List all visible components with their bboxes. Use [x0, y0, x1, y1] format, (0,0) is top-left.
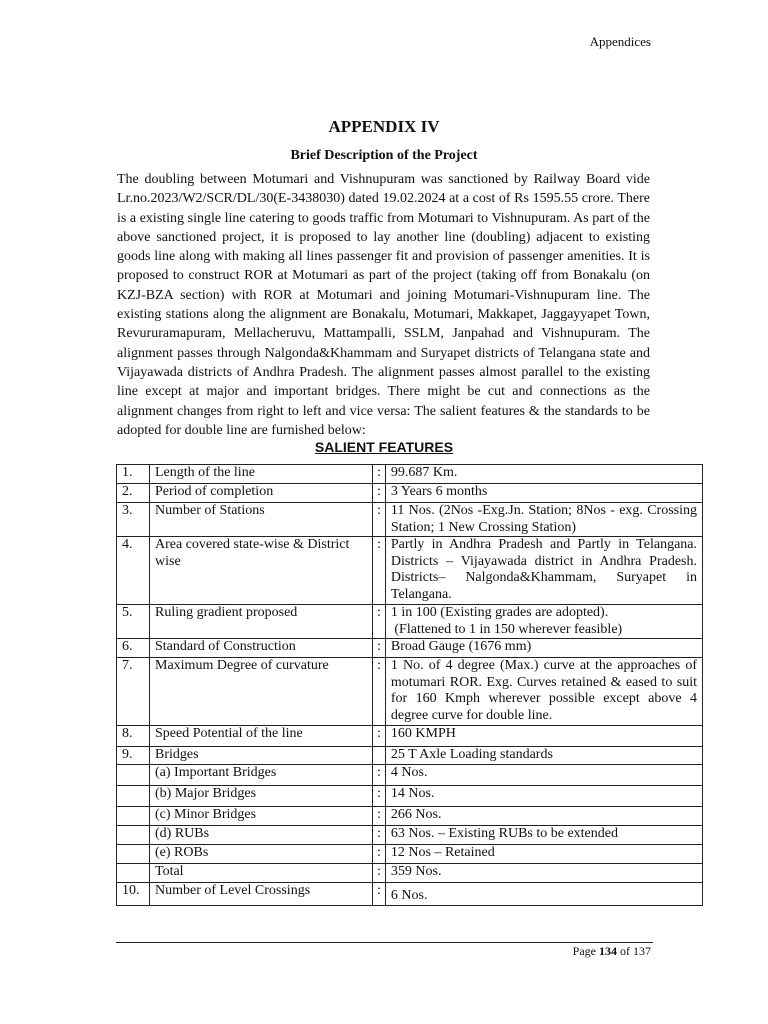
page-number: [573, 944, 651, 959]
row-colon: :: [373, 658, 386, 726]
table-row: [117, 658, 703, 726]
salient-features-table: [116, 464, 703, 906]
table-row: [117, 465, 703, 484]
row-number: [117, 785, 150, 806]
row-item: Area covered state-wise & District wise: [150, 537, 373, 605]
row-number: 10.: [117, 882, 150, 905]
row-item: Length of the line: [150, 465, 373, 484]
table-row: [117, 785, 703, 806]
table-row: [117, 882, 703, 905]
row-colon: :: [373, 605, 386, 639]
page-current: 134: [599, 944, 617, 958]
salient-features-heading: SALIENT FEATURES: [314, 439, 454, 455]
row-item: Period of completion: [150, 484, 373, 503]
row-value: [385, 605, 702, 639]
row-value: Broad Gauge (1676 mm): [385, 639, 702, 658]
row-value: 160 KMPH: [385, 726, 702, 747]
row-number: 6.: [117, 639, 150, 658]
row-item: Number of Stations: [150, 503, 373, 537]
table-row: [117, 484, 703, 503]
row-item: (d) RUBs: [150, 825, 373, 844]
table-row: [117, 726, 703, 747]
row-number: 3.: [117, 503, 150, 537]
row-colon: :: [373, 465, 386, 484]
row-colon: :: [373, 806, 386, 825]
row-value: 12 Nos – Retained: [385, 844, 702, 863]
row-value: 4 Nos.: [385, 764, 702, 785]
running-header: Appendices: [589, 34, 651, 49]
row-colon: [373, 747, 386, 765]
row-number: 5.: [117, 605, 150, 639]
row-colon: :: [373, 726, 386, 747]
table-row: [117, 806, 703, 825]
row-number: [117, 764, 150, 785]
row-number: 9.: [117, 747, 150, 765]
row-colon: :: [373, 639, 386, 658]
page-label: Page: [572, 944, 599, 958]
row-number: 2.: [117, 484, 150, 503]
page-total: 137: [633, 944, 651, 958]
row-colon: :: [373, 484, 386, 503]
row-item: Bridges: [150, 747, 373, 765]
intro-paragraph: The doubling between Motumari and Vishnupuram was sanctioned by Railway Board vide Lr.no.2023/W2/SCR/DL/30(E-3438030) dated 19.02.2024 at a cost of Rs 1595.55 crore. There is a existing single line catering to goods traffic from Motumari to Vishnupuram. As part of the above sanctioned project, it is proposed to lay another line (doubling) adjacent to existing goods line along with making all lines passenger fit and provision of passenger amenities. It is proposed to construct ROR at Motumari as part of the project (taking off from Bonakalu (on KZJ-BZA section) with ROR at Motumari and joining Motumari-Vishnupuram line. The existing stations along the alignment are Bonakalu, Motumari, Makkapet, Jaggayyapet Town, Revururamapuram, Mellacheruvu, Mattampalli, SSLM, Janpahad and Vishnupuram. The alignment passes through Nalgonda&Khammam and Suryapet districts of Telangana state and Vijayawada districts of Andhra Pradesh. The alignment passes almost parallel to the existing line except at major and important bridges. There might be cut and connections as the alignment changes from right to left and vice versa: The salient features & the standards to be adopted for double line are furnished below:: [117, 172, 650, 438]
row-value: 25 T Axle Loading standards: [385, 747, 702, 765]
row-colon: :: [373, 503, 386, 537]
page-of: of: [617, 944, 633, 958]
row-value: 266 Nos.: [385, 806, 702, 825]
row-item: (b) Major Bridges: [150, 785, 373, 806]
row-colon: :: [373, 764, 386, 785]
row-item: Total: [150, 863, 373, 882]
page-title: APPENDIX IV: [328, 117, 440, 136]
row-colon: :: [373, 882, 386, 905]
row-item: (a) Important Bridges: [150, 764, 373, 785]
row-value: 11 Nos. (2Nos -Exg.Jn. Station; 8Nos - exg. Crossing Station; 1 New Crossing Station): [385, 503, 702, 537]
page-subtitle: Brief Description of the Project: [290, 148, 478, 163]
row-number: [117, 825, 150, 844]
table-row: [117, 825, 703, 844]
row-value: 1 No. of 4 degree (Max.) curve at the approaches of motumari ROR. Exg. Curves retained & eased to suit for 160 Kmph wherever possible except above 4 degree curve for double line.: [385, 658, 702, 726]
row-item: (e) ROBs: [150, 844, 373, 863]
row-number: 8.: [117, 726, 150, 747]
row-value: 6 Nos.: [385, 882, 702, 905]
table-row: [117, 747, 703, 765]
table-row: [117, 764, 703, 785]
row-item: Number of Level Crossings: [150, 882, 373, 905]
row-number: [117, 844, 150, 863]
row-item: Speed Potential of the line: [150, 726, 373, 747]
row-value: 99.687 Km.: [385, 465, 702, 484]
row-number: 4.: [117, 537, 150, 605]
row-number: 1.: [117, 465, 150, 484]
row-number: [117, 863, 150, 882]
row-number: 7.: [117, 658, 150, 726]
row-item: Maximum Degree of curvature: [150, 658, 373, 726]
row-colon: :: [373, 785, 386, 806]
table-row: [117, 639, 703, 658]
row-colon: :: [373, 825, 386, 844]
row-value: 359 Nos.: [385, 863, 702, 882]
row-number: [117, 806, 150, 825]
row-item: (c) Minor Bridges: [150, 806, 373, 825]
row-value: 63 Nos. – Existing RUBs to be extended: [385, 825, 702, 844]
row-colon: :: [373, 863, 386, 882]
row-value-line: (Flattened to 1 in 150 wherever feasible): [390, 621, 623, 637]
table-row: [117, 503, 703, 537]
row-value: 3 Years 6 months: [385, 484, 702, 503]
footer-divider: [116, 942, 653, 943]
row-value: 14 Nos.: [385, 785, 702, 806]
table-row: [117, 605, 703, 639]
row-item: Ruling gradient proposed: [150, 605, 373, 639]
row-value-line: 1 in 100 (Existing grades are adopted).: [390, 605, 609, 620]
table-row: [117, 863, 703, 882]
row-item: Standard of Construction: [150, 639, 373, 658]
table-row: [117, 537, 703, 605]
row-value: Partly in Andhra Pradesh and Partly in Telangana. Districts – Vijayawada district in Andhra Pradesh. Districts– Nalgonda&Khammam, Suryapet in Telangana.: [385, 537, 702, 605]
row-colon: :: [373, 537, 386, 605]
row-colon: :: [373, 844, 386, 863]
table-row: [117, 844, 703, 863]
